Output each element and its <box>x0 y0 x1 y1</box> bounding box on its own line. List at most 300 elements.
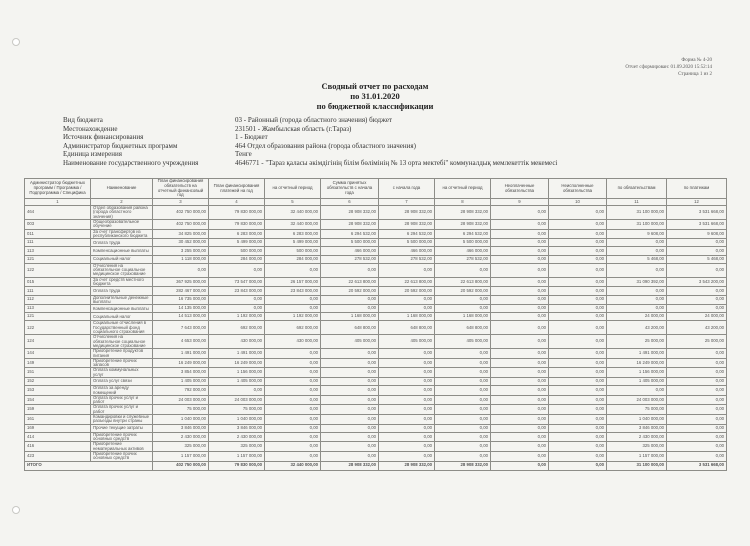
column-header: План финансирования обязательств на отчетный финансовый год <box>153 179 209 199</box>
report-subtitle: по бюджетной классификации <box>316 101 434 111</box>
table-row <box>25 415 727 425</box>
column-header: по обязательствам <box>607 179 667 199</box>
table-cell: 0,00 <box>549 442 607 452</box>
column-header: Неисполненные обязательства <box>549 179 607 199</box>
table-cell: 0,00 <box>549 321 607 335</box>
table-cell: 5 468,00 <box>667 255 727 263</box>
table-cell: 0,00 <box>549 229 607 239</box>
table-cell: 24 000,00 <box>607 313 667 321</box>
row-code: 111 <box>25 287 91 295</box>
report-meta <box>63 116 557 168</box>
row-name: Приобретение прочих запасов <box>91 358 153 368</box>
table-cell: 1 405 000,00 <box>209 378 265 386</box>
meta-label: Местонахождение <box>63 124 118 133</box>
table-cell: 0,00 <box>549 239 607 247</box>
table-cell: 24 003 000,00 <box>607 395 667 405</box>
table-body <box>25 199 727 461</box>
table-row <box>25 432 727 442</box>
table-cell: 0,00 <box>491 349 549 359</box>
table-cell: 0,00 <box>435 395 491 405</box>
table-cell: 3 854 000,00 <box>153 368 209 378</box>
table-cell: 0,00 <box>667 424 727 432</box>
row-code: 113 <box>25 305 91 313</box>
meta-row <box>63 116 557 125</box>
table-cell: 26 157 000,00 <box>265 277 321 287</box>
table-cell: 3 531 668,00 <box>667 206 727 220</box>
row-name: Приобретение продуктов питания <box>91 349 153 359</box>
table-cell: 648 800,00 <box>435 321 491 335</box>
table-row <box>25 442 727 452</box>
row-name: Оплата труда <box>91 287 153 295</box>
meta-label: Источник финансирования <box>63 133 144 142</box>
table-cell: 0,00 <box>491 386 549 396</box>
table-cell: 0,00 <box>491 295 549 305</box>
table-cell: 22 613 800,00 <box>379 277 435 287</box>
column-number: 8 <box>435 199 491 206</box>
row-code: 154 <box>25 395 91 405</box>
table-cell: 2 430 000,00 <box>607 432 667 442</box>
column-header: Сумма принятых обязательств с начала года <box>321 179 379 199</box>
table-cell: 0,00 <box>379 295 435 305</box>
table-cell: 0,00 <box>265 358 321 368</box>
table-cell: 0,00 <box>435 263 491 277</box>
table-row <box>25 335 727 349</box>
table-row <box>25 255 727 263</box>
table-cell: 1 157 000,00 <box>209 451 265 461</box>
row-name: Оплата услуг связи <box>91 378 153 386</box>
table-cell: 466 000,00 <box>321 247 379 255</box>
row-code: 112 <box>25 295 91 305</box>
table-cell: 75 000,00 <box>153 405 209 415</box>
table-cell: 1 168 000,00 <box>435 313 491 321</box>
table-cell: 0,00 <box>491 220 549 230</box>
table-cell: 0,00 <box>379 305 435 313</box>
table-cell: 0,00 <box>491 461 549 470</box>
table-cell: 0,00 <box>265 305 321 313</box>
table-cell: 32 440 000,00 <box>265 220 321 230</box>
table-cell: 325 000,00 <box>209 442 265 452</box>
table-cell: 20 592 000,00 <box>435 287 491 295</box>
table-cell: 0,00 <box>379 405 435 415</box>
table-cell: 405 000,00 <box>321 335 379 349</box>
row-name: Оплата коммунальных услуг <box>91 368 153 378</box>
table-cell: 22 613 800,00 <box>435 277 491 287</box>
table-row <box>25 424 727 432</box>
row-name: Приобретение нематериальных активов <box>91 442 153 452</box>
meta-value: 1 - Бюджет <box>235 133 268 142</box>
table-cell: 0,00 <box>435 349 491 359</box>
table-cell: 5 468,00 <box>607 255 667 263</box>
table-cell: 0,00 <box>379 358 435 368</box>
table-cell: 73 547 000,00 <box>209 277 265 287</box>
row-name: Приобретение прочих основных средств <box>91 451 153 461</box>
table-cell: 0,00 <box>549 349 607 359</box>
row-name: Отчисления на обязательное социальное медицинское страхование <box>91 263 153 277</box>
table-cell: 3 255 000,00 <box>153 247 209 255</box>
row-code: 464 <box>25 206 91 220</box>
form-number: Форма № 4-20 <box>681 58 712 63</box>
row-code: 011 <box>25 229 91 239</box>
table-cell: 0,00 <box>607 295 667 305</box>
row-code: 121 <box>25 255 91 263</box>
column-number: 4 <box>209 199 265 206</box>
table-cell: 79 830 000,00 <box>209 461 265 470</box>
row-code: 113 <box>25 247 91 255</box>
table-cell: 0,00 <box>321 415 379 425</box>
row-name: Социальные отчисления в Государственный фонд социального страхования <box>91 321 153 335</box>
row-code: 151 <box>25 368 91 378</box>
table-cell: 1 168 000,00 <box>321 313 379 321</box>
table-cell: 0,00 <box>379 432 435 442</box>
meta-value: 4646771 - "Тараз қаласы әкімдігінің білім бөлімінің № 13 орта мектебі" коммуналдық мемлекеттік мекемесі <box>235 158 558 167</box>
table-row <box>25 386 727 396</box>
table-row <box>25 321 727 335</box>
table-cell: 28 908 332,00 <box>435 206 491 220</box>
row-name: Компенсационные выплаты <box>91 305 153 313</box>
table-cell: 0,00 <box>491 405 549 415</box>
table-cell: 9 608,00 <box>667 229 727 239</box>
table-cell: 0,00 <box>491 255 549 263</box>
table-cell: 34 825 000,00 <box>153 229 209 239</box>
table-cell: 0,00 <box>321 395 379 405</box>
table-cell: 0,00 <box>549 358 607 368</box>
table-cell: 23 843 000,00 <box>209 287 265 295</box>
table-cell: 0,00 <box>607 247 667 255</box>
table-cell: 0,00 <box>265 395 321 405</box>
table-row <box>25 239 727 247</box>
row-code: 122 <box>25 321 91 335</box>
table-cell: 0,00 <box>435 386 491 396</box>
column-header: на отчетный период <box>265 179 321 199</box>
table-cell: 0,00 <box>549 247 607 255</box>
table-cell: 28 908 332,00 <box>321 220 379 230</box>
table-cell: 0,00 <box>549 378 607 386</box>
table-cell: 6 294 532,00 <box>321 229 379 239</box>
table-cell: 0,00 <box>435 378 491 386</box>
table-cell: 466 000,00 <box>379 247 435 255</box>
table-cell: 1 118 000,00 <box>153 255 209 263</box>
table-row <box>25 368 727 378</box>
table-cell: 1 491 000,00 <box>209 349 265 359</box>
table-cell: 500 000,00 <box>265 247 321 255</box>
table-cell: 0,00 <box>667 358 727 368</box>
table-cell: 282 467 000,00 <box>153 287 209 295</box>
meta-label: Наименование государственного учреждения <box>63 158 199 167</box>
table-cell: 0,00 <box>549 287 607 295</box>
table-cell: 402 750 000,00 <box>153 206 209 220</box>
table-cell: 16 249 000,00 <box>209 358 265 368</box>
table-row <box>25 378 727 386</box>
table-cell: 6 283 000,00 <box>265 229 321 239</box>
table-cell: 0,00 <box>549 451 607 461</box>
table-cell: 31 100 000,00 <box>607 220 667 230</box>
table-cell: 0,00 <box>379 442 435 452</box>
table-cell: 1 156 000,00 <box>607 368 667 378</box>
column-number: 9 <box>491 199 549 206</box>
table-cell: 0,00 <box>549 405 607 415</box>
table-cell: 1 405 000,00 <box>607 378 667 386</box>
row-code: 015 <box>25 277 91 287</box>
punch-hole-icon <box>12 38 20 46</box>
column-header: на отчетный период <box>435 179 491 199</box>
column-number: 1 <box>25 199 91 206</box>
table-row <box>25 405 727 415</box>
table-cell: 0,00 <box>321 349 379 359</box>
table-cell: 648 800,00 <box>321 321 379 335</box>
column-number: 5 <box>265 199 321 206</box>
expense-table <box>24 178 727 471</box>
table-cell: 325 000,00 <box>607 442 667 452</box>
table-cell: 3 531 668,00 <box>667 461 727 470</box>
table-cell: 1 491 000,00 <box>153 349 209 359</box>
row-name: Оплата прочих услуг и работ <box>91 395 153 405</box>
generated-timestamp: Отчет сформирован: 01.09.2020 15:52:14 <box>625 65 712 70</box>
row-name: Оплата прочих услуг и работ <box>91 405 153 415</box>
table-cell: 0,00 <box>491 432 549 442</box>
table-cell: 3 543 200,00 <box>667 277 727 287</box>
table-cell: 0,00 <box>549 461 607 470</box>
row-code: 414 <box>25 432 91 442</box>
table-cell: 430 000,00 <box>265 335 321 349</box>
row-code: 144 <box>25 349 91 359</box>
table-cell: 0,00 <box>667 451 727 461</box>
table-cell: 0,00 <box>607 239 667 247</box>
table-cell: 0,00 <box>435 415 491 425</box>
table-cell: 0,00 <box>549 432 607 442</box>
table-cell: 0,00 <box>265 349 321 359</box>
table-cell: 0,00 <box>491 378 549 386</box>
table-cell: 28 908 332,00 <box>379 220 435 230</box>
table-cell: 0,00 <box>667 432 727 442</box>
table-cell: 1 192 000,00 <box>209 313 265 321</box>
table-cell: 0,00 <box>321 405 379 415</box>
column-number: 11 <box>607 199 667 206</box>
table-cell: 0,00 <box>379 415 435 425</box>
table-cell: 9 608,00 <box>607 229 667 239</box>
row-code: 153 <box>25 386 91 396</box>
report-period: по 31.01.2020 <box>350 91 400 101</box>
table-cell: 24 003 000,00 <box>153 395 209 405</box>
table-cell: 6 283 000,00 <box>209 229 265 239</box>
table-cell: 500 000,00 <box>209 247 265 255</box>
table-cell: 0,00 <box>321 263 379 277</box>
table-cell: 23 843 000,00 <box>265 287 321 295</box>
table-cell: 5 500 000,00 <box>321 239 379 247</box>
table-cell: 692 000,00 <box>265 321 321 335</box>
table-cell: 0,00 <box>209 305 265 313</box>
row-name: Компенсационные выплаты <box>91 247 153 255</box>
column-number: 10 <box>549 199 607 206</box>
table-cell: 402 750 000,00 <box>153 461 209 470</box>
column-number: 3 <box>153 199 209 206</box>
table-cell: 25 000,00 <box>607 335 667 349</box>
table-cell: 0,00 <box>667 247 727 255</box>
table-cell: 0,00 <box>321 295 379 305</box>
table-header-row <box>25 179 727 199</box>
table-cell: 32 440 000,00 <box>265 461 321 470</box>
table-cell: 4 653 000,00 <box>153 335 209 349</box>
meta-row <box>63 133 557 142</box>
table-row <box>25 349 727 359</box>
table-cell: 3 846 000,00 <box>153 424 209 432</box>
total-row <box>25 461 727 470</box>
table-cell: 28 908 332,00 <box>321 206 379 220</box>
column-header: План финансирования платежей на год <box>209 179 265 199</box>
table-cell: 0,00 <box>321 378 379 386</box>
table-cell: 0,00 <box>549 424 607 432</box>
row-name: Оплата за аренду помещений <box>91 386 153 396</box>
table-cell: 0,00 <box>491 313 549 321</box>
meta-row <box>63 159 557 168</box>
table-cell: 0,00 <box>491 335 549 349</box>
table-cell: 0,00 <box>607 287 667 295</box>
table-cell: 0,00 <box>667 442 727 452</box>
table-cell: 0,00 <box>435 442 491 452</box>
table-cell: 16 249 000,00 <box>607 358 667 368</box>
table-cell: 5 499 000,00 <box>265 239 321 247</box>
table-cell: 0,00 <box>321 358 379 368</box>
table-cell: 0,00 <box>549 220 607 230</box>
table-cell: 0,00 <box>379 451 435 461</box>
table-cell: 0,00 <box>667 349 727 359</box>
meta-value: 464 Отдел образования района (города областного значения) <box>235 141 416 150</box>
row-code: 423 <box>25 451 91 461</box>
table-cell: 0,00 <box>435 368 491 378</box>
table-cell: 0,00 <box>435 451 491 461</box>
meta-label: Вид бюджета <box>63 116 103 124</box>
table-cell: 405 000,00 <box>435 335 491 349</box>
table-cell: 0,00 <box>491 247 549 255</box>
table-cell: 0,00 <box>379 386 435 396</box>
meta-row <box>63 150 557 159</box>
table-cell: 28 908 332,00 <box>379 461 435 470</box>
table-cell: 0,00 <box>667 386 727 396</box>
table-cell: 0,00 <box>435 405 491 415</box>
table-cell: 1 405 000,00 <box>153 378 209 386</box>
table-cell: 405 000,00 <box>379 335 435 349</box>
table-cell: 0,00 <box>667 263 727 277</box>
table-cell: 0,00 <box>667 378 727 386</box>
table-cell: 0,00 <box>209 263 265 277</box>
meta-value: 231501 - Жамбылская область (г.Тараз) <box>235 124 352 133</box>
row-code: 111 <box>25 239 91 247</box>
table-cell: 75 000,00 <box>607 405 667 415</box>
row-name: Приобретение прочих основных средств <box>91 432 153 442</box>
table-row <box>25 313 727 321</box>
table-cell: 31 100 000,00 <box>607 461 667 470</box>
table-row <box>25 220 727 230</box>
table-row <box>25 395 727 405</box>
row-name: Социальный налог <box>91 313 153 321</box>
table-cell: 43 200,00 <box>607 321 667 335</box>
table-cell: 0,00 <box>265 295 321 305</box>
table-cell: 1 491 000,00 <box>607 349 667 359</box>
row-code: 161 <box>25 415 91 425</box>
table-cell: 0,00 <box>549 313 607 321</box>
table-row <box>25 451 727 461</box>
table-cell: 284 000,00 <box>265 255 321 263</box>
table-cell: 0,00 <box>491 305 549 313</box>
row-name: Социальный налог <box>91 255 153 263</box>
table-cell: 0,00 <box>321 432 379 442</box>
column-number: 2 <box>91 199 153 206</box>
table-cell: 0,00 <box>607 386 667 396</box>
row-code: 159 <box>25 405 91 415</box>
row-code: 416 <box>25 442 91 452</box>
table-cell: 5 500 000,00 <box>435 239 491 247</box>
table-cell: 0,00 <box>667 295 727 305</box>
column-header: Администратор бюджетных программ / Программа / Подпрограмма / Специфика <box>25 179 91 199</box>
table-cell: 0,00 <box>491 451 549 461</box>
table-cell: 0,00 <box>209 295 265 305</box>
table-cell: 31 100 000,00 <box>607 206 667 220</box>
table-cell: 0,00 <box>607 305 667 313</box>
table-cell: 1 040 000,00 <box>153 415 209 425</box>
table-cell: 0,00 <box>549 415 607 425</box>
table-cell: 20 592 000,00 <box>321 287 379 295</box>
table-cell: 0,00 <box>435 358 491 368</box>
table-cell: 0,00 <box>321 451 379 461</box>
table-cell: 0,00 <box>321 442 379 452</box>
table-cell: 1 040 000,00 <box>607 415 667 425</box>
table-cell: 0,00 <box>265 368 321 378</box>
table-cell: 3 846 000,00 <box>209 424 265 432</box>
table-cell: 1 168 000,00 <box>379 313 435 321</box>
table-cell: 28 908 332,00 <box>379 206 435 220</box>
table-cell: 402 750 000,00 <box>153 220 209 230</box>
table-cell: 3 846 000,00 <box>607 424 667 432</box>
table-cell: 24 003 000,00 <box>209 395 265 405</box>
column-header: с начала года <box>379 179 435 199</box>
table-cell: 0,00 <box>491 287 549 295</box>
table-cell: 0,00 <box>549 255 607 263</box>
table-cell: 0,00 <box>667 415 727 425</box>
table-cell: 0,00 <box>265 424 321 432</box>
table-cell: 16 249 000,00 <box>153 358 209 368</box>
table-cell: 0,00 <box>491 395 549 405</box>
table-cell: 0,00 <box>491 424 549 432</box>
meta-row <box>63 125 557 134</box>
row-name: Отдел образования района (города областного значения) <box>91 206 153 220</box>
table-cell: 28 908 332,00 <box>321 461 379 470</box>
row-name: Командировки и служебные разъезды внутри страны <box>91 415 153 425</box>
table-cell: 0,00 <box>491 206 549 220</box>
table-cell: 284 000,00 <box>209 255 265 263</box>
table-cell: 0,00 <box>321 305 379 313</box>
table-cell: 0,00 <box>491 321 549 335</box>
table-row <box>25 206 727 220</box>
meta-value: Тенге <box>235 150 252 159</box>
table-cell: 0,00 <box>379 424 435 432</box>
punch-hole-icon <box>12 506 20 514</box>
row-name: За счет трансфертов из республиканского бюджета <box>91 229 153 239</box>
table-cell: 0,00 <box>379 395 435 405</box>
table-cell: 0,00 <box>491 358 549 368</box>
table-cell: 6 294 532,00 <box>379 229 435 239</box>
row-name: Дополнительные денежные выплаты <box>91 295 153 305</box>
table-cell: 0,00 <box>321 368 379 378</box>
table-cell: 43 200,00 <box>667 321 727 335</box>
table-cell: 0,00 <box>549 206 607 220</box>
table-cell: 5 500 000,00 <box>379 239 435 247</box>
table-cell: 14 513 000,00 <box>153 313 209 321</box>
table-cell: 22 613 800,00 <box>321 277 379 287</box>
table-cell: 0,00 <box>153 263 209 277</box>
table-row <box>25 287 727 295</box>
column-number: 6 <box>321 199 379 206</box>
table-cell: 278 532,00 <box>435 255 491 263</box>
column-number: 7 <box>379 199 435 206</box>
